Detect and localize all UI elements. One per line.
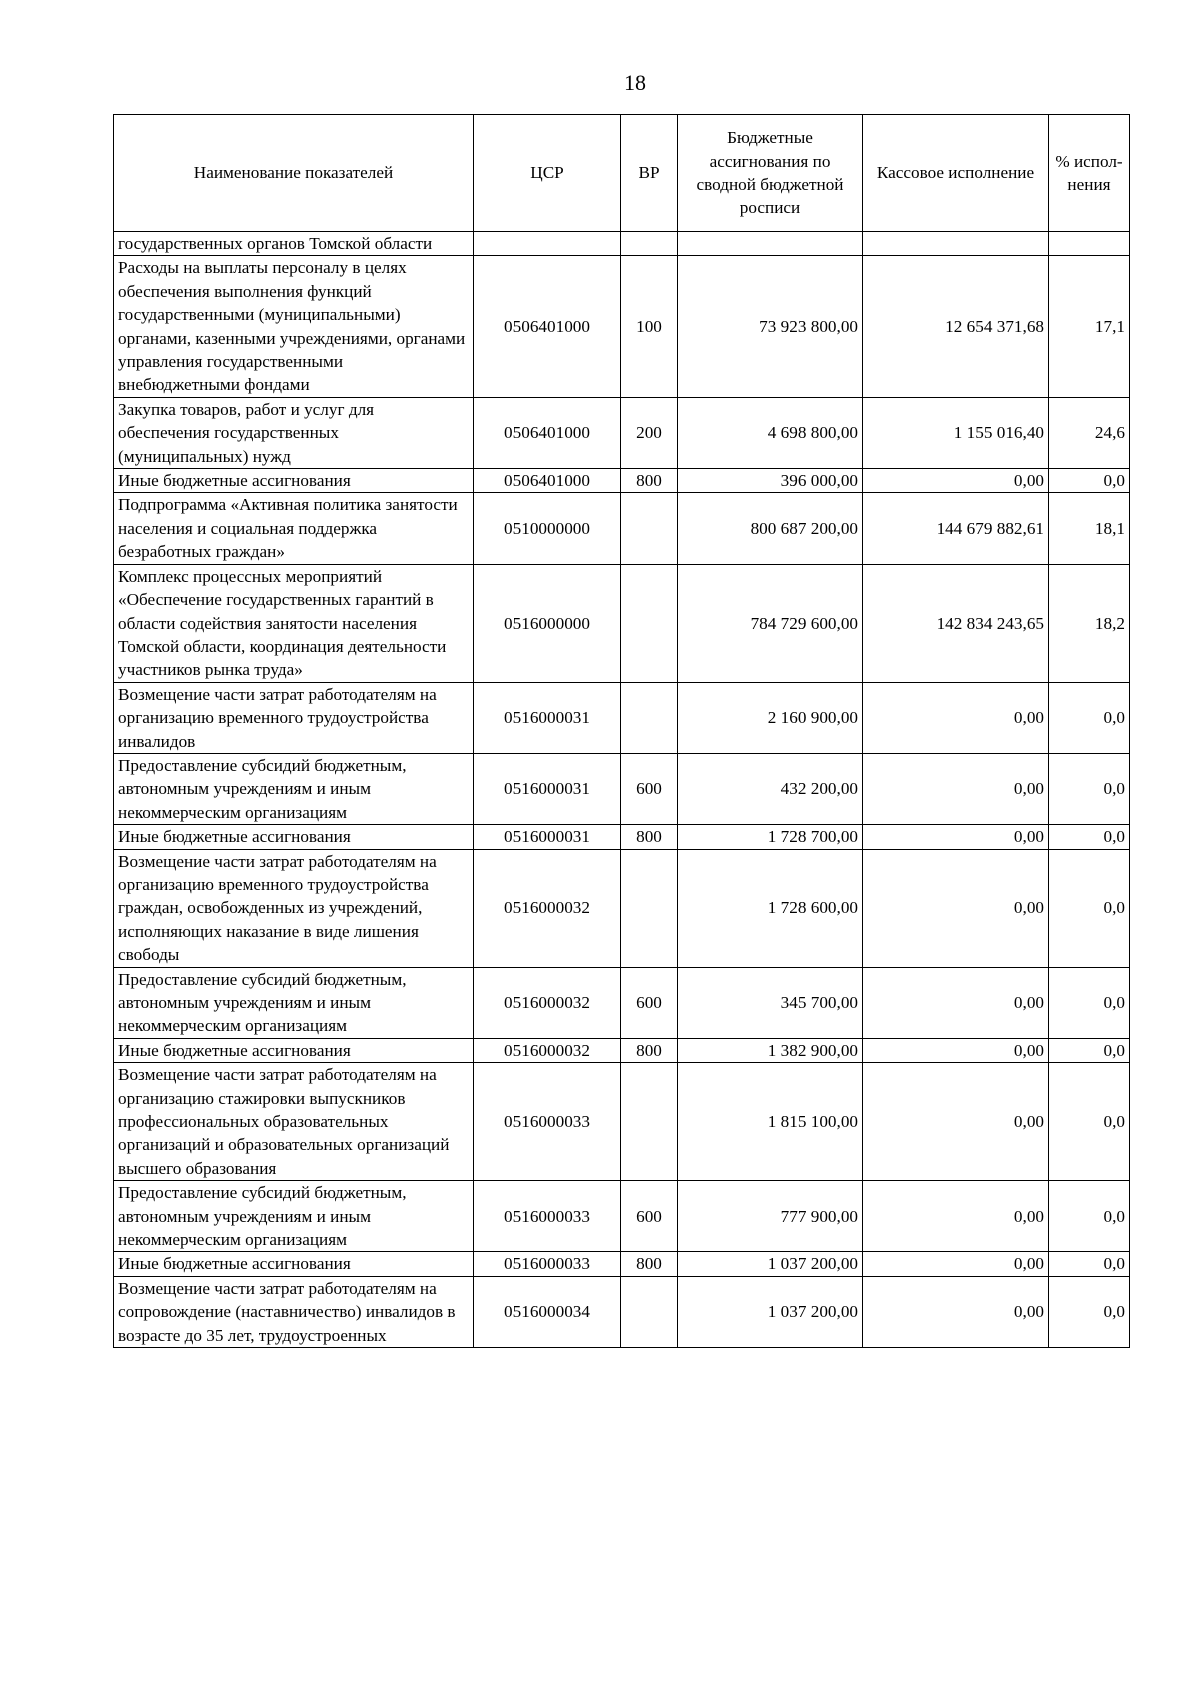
- row-assignments: 1 815 100,00: [678, 1063, 863, 1181]
- row-name: государственных органов Томской области: [114, 232, 474, 256]
- row-execution: 0,00: [863, 849, 1049, 967]
- row-name: Возмещение части затрат работодателям на организацию временного трудоустройства граждан, освобожденных из учреждений, исполняющих наказание в виде лишения свободы: [114, 849, 474, 967]
- row-percent: 0,0: [1049, 1276, 1130, 1347]
- table-row: [114, 753, 1130, 824]
- row-vr: 800: [621, 1038, 678, 1062]
- row-vr: [621, 232, 678, 256]
- row-csr: 0516000033: [474, 1181, 621, 1252]
- row-execution: 0,00: [863, 469, 1049, 493]
- table-row: [114, 232, 1130, 256]
- row-vr: 600: [621, 753, 678, 824]
- table-row: [114, 1252, 1130, 1276]
- table-row: [114, 397, 1130, 468]
- row-execution: 1 155 016,40: [863, 397, 1049, 468]
- row-percent: 0,0: [1049, 682, 1130, 753]
- row-percent: 17,1: [1049, 256, 1130, 397]
- row-execution: 144 679 882,61: [863, 493, 1049, 564]
- row-assignments: 432 200,00: [678, 753, 863, 824]
- table-row: [114, 1038, 1130, 1062]
- row-percent: 0,0: [1049, 825, 1130, 849]
- row-name: Иные бюджетные ассигнования: [114, 469, 474, 493]
- row-assignments: 784 729 600,00: [678, 564, 863, 682]
- row-csr: 0516000000: [474, 564, 621, 682]
- table-row: [114, 256, 1130, 397]
- row-vr: 600: [621, 967, 678, 1038]
- row-percent: 24,6: [1049, 397, 1130, 468]
- row-execution: 0,00: [863, 1063, 1049, 1181]
- row-assignments: 345 700,00: [678, 967, 863, 1038]
- row-percent: 0,0: [1049, 1181, 1130, 1252]
- row-vr: [621, 682, 678, 753]
- row-execution: 0,00: [863, 825, 1049, 849]
- row-name: Комплекс процессных мероприятий «Обеспечение государственных гарантий в области содействия занятости населения Томской области, координация деятельности участников рынка труда»: [114, 564, 474, 682]
- row-percent: 18,1: [1049, 493, 1130, 564]
- row-csr: 0516000033: [474, 1252, 621, 1276]
- row-csr: 0516000031: [474, 825, 621, 849]
- row-name: Иные бюджетные ассигнования: [114, 825, 474, 849]
- row-csr: 0516000032: [474, 1038, 621, 1062]
- row-percent: [1049, 232, 1130, 256]
- row-percent: 0,0: [1049, 1252, 1130, 1276]
- header-csr: ЦСР: [474, 115, 621, 232]
- row-csr: 0506401000: [474, 256, 621, 397]
- row-execution: 0,00: [863, 967, 1049, 1038]
- row-vr: [621, 493, 678, 564]
- row-name: Предоставление субсидий бюджетным, автономным учреждениям и иным некоммерческим организациям: [114, 753, 474, 824]
- page-number: 18: [624, 70, 646, 95]
- row-name: Расходы на выплаты персоналу в целях обеспечения выполнения функций государственными (муниципальными) органами, казенными учреждениями, органами управления государственными внебюджетными фондами: [114, 256, 474, 397]
- row-name: Предоставление субсидий бюджетным, автономным учреждениям и иным некоммерческим организациям: [114, 967, 474, 1038]
- row-assignments: 1 037 200,00: [678, 1252, 863, 1276]
- table-row: [114, 564, 1130, 682]
- row-assignments: 2 160 900,00: [678, 682, 863, 753]
- row-execution: 0,00: [863, 1181, 1049, 1252]
- row-percent: 0,0: [1049, 1038, 1130, 1062]
- row-name: Возмещение части затрат работодателям на сопровождение (наставничество) инвалидов в возрасте до 35 лет, трудоустроенных: [114, 1276, 474, 1347]
- row-percent: 0,0: [1049, 753, 1130, 824]
- row-assignments: 1 728 600,00: [678, 849, 863, 967]
- row-vr: 200: [621, 397, 678, 468]
- row-assignments: 777 900,00: [678, 1181, 863, 1252]
- row-csr: 0516000034: [474, 1276, 621, 1347]
- table-row: [114, 1181, 1130, 1252]
- row-vr: [621, 564, 678, 682]
- table-row: [114, 1276, 1130, 1347]
- row-csr: 0506401000: [474, 469, 621, 493]
- row-assignments: 4 698 800,00: [678, 397, 863, 468]
- row-name: Возмещение части затрат работодателям на организацию стажировки выпускников профессиональных образовательных организаций и образовательных организаций высшего образования: [114, 1063, 474, 1181]
- row-assignments: 800 687 200,00: [678, 493, 863, 564]
- row-execution: 0,00: [863, 1252, 1049, 1276]
- row-vr: 600: [621, 1181, 678, 1252]
- row-vr: 800: [621, 469, 678, 493]
- row-assignments: 396 000,00: [678, 469, 863, 493]
- row-name: Подпрограмма «Активная политика занятости населения и социальная поддержка безработных граждан»: [114, 493, 474, 564]
- row-assignments: 1 382 900,00: [678, 1038, 863, 1062]
- row-execution: [863, 232, 1049, 256]
- row-csr: 0510000000: [474, 493, 621, 564]
- row-name: Возмещение части затрат работодателям на организацию временного трудоустройства инвалидов: [114, 682, 474, 753]
- table-row: [114, 825, 1130, 849]
- table-row: [114, 682, 1130, 753]
- table-row: [114, 967, 1130, 1038]
- row-vr: [621, 1276, 678, 1347]
- header-execution: Кассовое исполнение: [863, 115, 1049, 232]
- table-row: [114, 1063, 1130, 1181]
- row-assignments: 73 923 800,00: [678, 256, 863, 397]
- row-percent: 0,0: [1049, 1063, 1130, 1181]
- row-vr: [621, 1063, 678, 1181]
- header-vr: ВР: [621, 115, 678, 232]
- row-csr: 0516000031: [474, 753, 621, 824]
- table-row: [114, 849, 1130, 967]
- budget-table: [113, 114, 1130, 1348]
- row-name: Предоставление субсидий бюджетным, автономным учреждениям и иным некоммерческим организациям: [114, 1181, 474, 1252]
- row-assignments: 1 728 700,00: [678, 825, 863, 849]
- row-percent: 0,0: [1049, 967, 1130, 1038]
- row-csr: 0516000033: [474, 1063, 621, 1181]
- row-name: Иные бюджетные ассигнования: [114, 1252, 474, 1276]
- row-vr: [621, 849, 678, 967]
- row-vr: 100: [621, 256, 678, 397]
- table-row: [114, 469, 1130, 493]
- row-name: Иные бюджетные ассигнования: [114, 1038, 474, 1062]
- row-execution: 0,00: [863, 682, 1049, 753]
- header-assignments: Бюджетные ассигнования по сводной бюджетной росписи: [678, 115, 863, 232]
- table-row: [114, 493, 1130, 564]
- row-csr: 0516000032: [474, 849, 621, 967]
- table-header-row: [114, 115, 1130, 232]
- row-name: Закупка товаров, работ и услуг для обеспечения государственных (муниципальных) нужд: [114, 397, 474, 468]
- row-execution: 0,00: [863, 753, 1049, 824]
- header-percent: % испол-нения: [1049, 115, 1130, 232]
- row-csr: 0506401000: [474, 397, 621, 468]
- row-csr: [474, 232, 621, 256]
- header-name: Наименование показателей: [114, 115, 474, 232]
- row-percent: 18,2: [1049, 564, 1130, 682]
- row-vr: 800: [621, 825, 678, 849]
- row-execution: 0,00: [863, 1276, 1049, 1347]
- row-csr: 0516000031: [474, 682, 621, 753]
- row-vr: 800: [621, 1252, 678, 1276]
- row-percent: 0,0: [1049, 469, 1130, 493]
- row-execution: 0,00: [863, 1038, 1049, 1062]
- row-execution: 142 834 243,65: [863, 564, 1049, 682]
- row-percent: 0,0: [1049, 849, 1130, 967]
- row-execution: 12 654 371,68: [863, 256, 1049, 397]
- row-assignments: 1 037 200,00: [678, 1276, 863, 1347]
- row-assignments: [678, 232, 863, 256]
- row-csr: 0516000032: [474, 967, 621, 1038]
